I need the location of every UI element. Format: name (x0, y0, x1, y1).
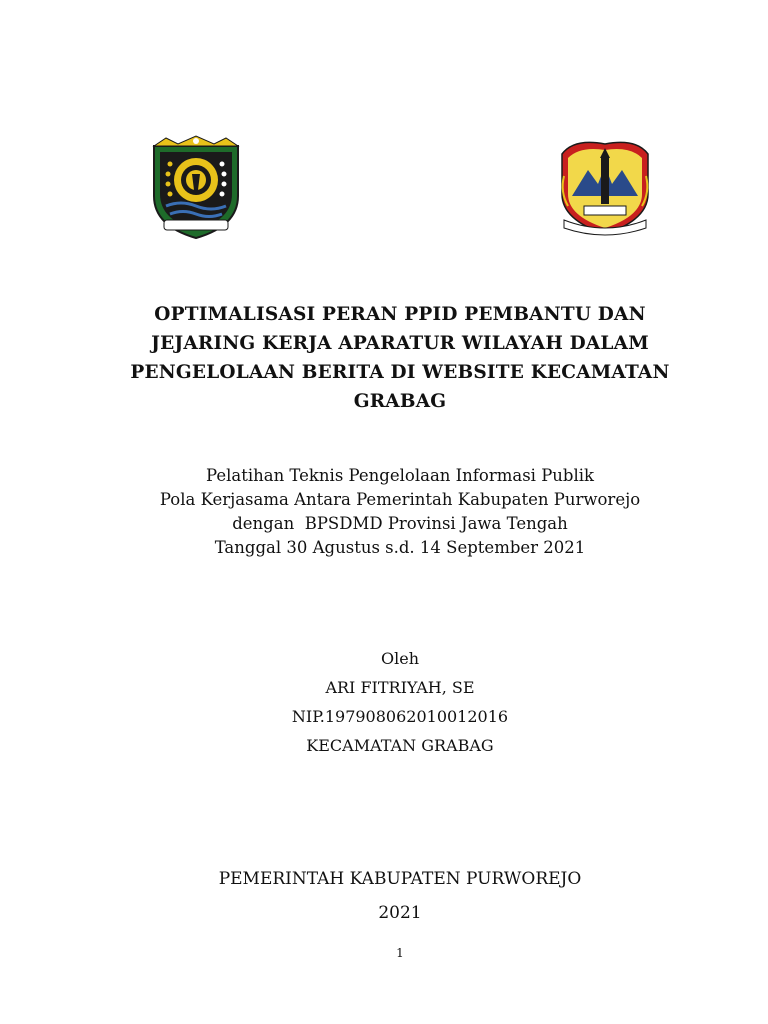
purworejo-logo (148, 134, 244, 240)
author-nip: NIP.197908062010012016 (291, 707, 509, 726)
footer-block (100, 862, 700, 930)
subtitle-line: Tanggal 30 Agustus s.d. 14 September 2021 (214, 538, 586, 557)
title-line: OPTIMALISASI PERAN PPID PEMBANTU DAN (154, 304, 646, 325)
jawa-tengah-emblem-icon (554, 136, 656, 240)
by-label: Oleh (380, 649, 419, 668)
page-number: 1 (396, 946, 404, 960)
footer-institution: PEMERINTAH KABUPATEN PURWOREJO (218, 869, 582, 889)
author-unit: KECAMATAN GRABAG (306, 736, 494, 755)
document-title (100, 300, 700, 416)
jawa-tengah-logo (554, 136, 656, 240)
title-line: PENGELOLAAN BERITA DI WEBSITE KECAMATAN (130, 362, 670, 383)
subtitle-line: Pola Kerjasama Antara Pemerintah Kabupaten Purworejo (159, 490, 641, 509)
author-block (100, 644, 700, 760)
title-line: GRABAG (353, 391, 447, 412)
author-name: ARI FITRIYAH, SE (325, 678, 475, 697)
title-line: JEJARING KERJA APARATUR WILAYAH DALAM (151, 333, 649, 354)
footer-year: 2021 (378, 903, 422, 923)
subtitle-line: Pelatihan Teknis Pengelolaan Informasi Publik (205, 466, 595, 485)
purworejo-emblem-icon (148, 134, 244, 240)
training-description (80, 464, 720, 560)
subtitle-line: dengan BPSDMD Provinsi Jawa Tengah (232, 514, 568, 533)
